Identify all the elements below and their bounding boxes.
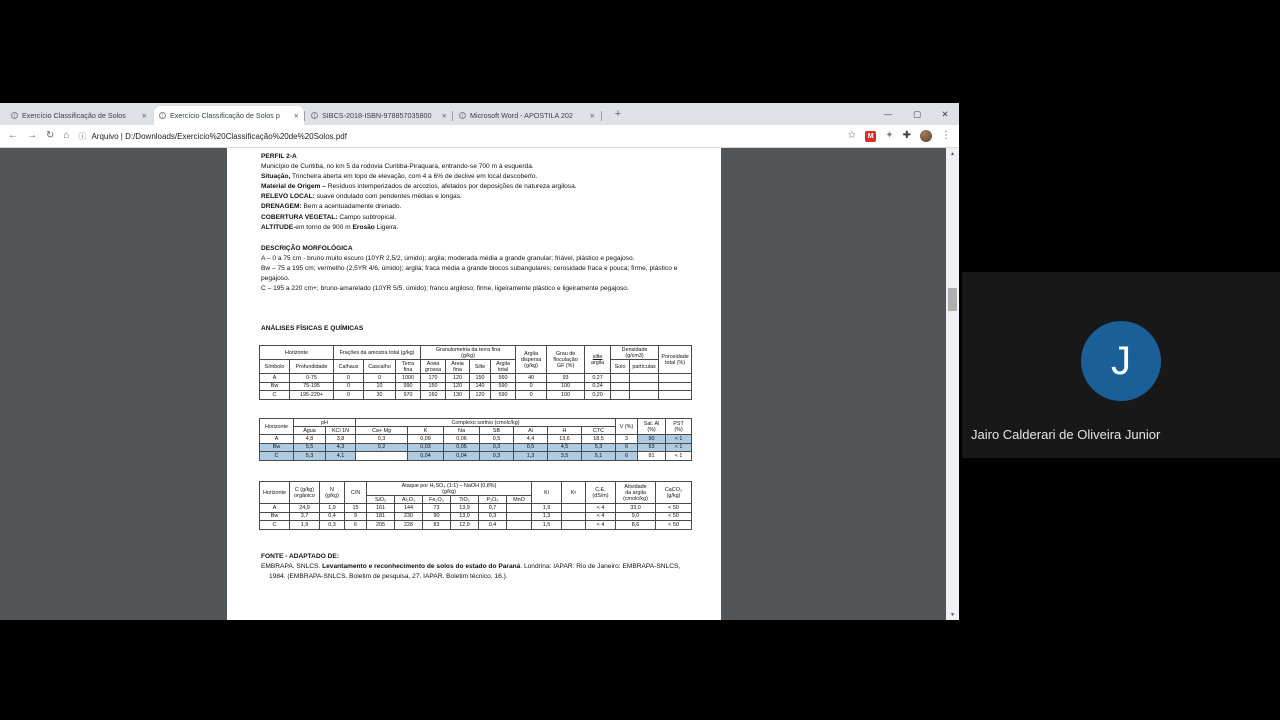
globe-icon bbox=[11, 112, 18, 119]
table-cell: 4,1 bbox=[326, 452, 356, 461]
table-cell bbox=[562, 521, 586, 530]
table-header-cell: Cascalho bbox=[364, 360, 396, 374]
table-cell bbox=[507, 512, 532, 521]
table-cell: 8,6 bbox=[616, 521, 656, 530]
table-cell: 0,24 bbox=[585, 382, 611, 391]
table-header-cell: TiO₂ bbox=[451, 496, 479, 504]
table-cell: 81 bbox=[638, 452, 666, 461]
table-row bbox=[260, 443, 692, 452]
reload-icon[interactable]: ↻ bbox=[46, 130, 55, 141]
perfil-line: Situação, Trincheira aberta em topo de elevação, com 4 a 6% de declive em local descoberto. bbox=[261, 173, 538, 181]
table-row bbox=[260, 382, 692, 391]
table-header-cell: Frações da amostra total (g/kg) bbox=[334, 346, 421, 360]
table-cell: 195-220+ bbox=[290, 391, 334, 400]
table-header-cell: N (g/kg) bbox=[320, 482, 345, 504]
perfil-line: Material de Origem – Resíduos intemperizados de arcozios, afetados por deposições de natureza argilosa. bbox=[261, 183, 577, 191]
address-bar[interactable] bbox=[78, 131, 838, 142]
tab-strip bbox=[0, 103, 959, 125]
table-cell: 0,20 bbox=[585, 391, 611, 400]
table-header-cell: K bbox=[408, 427, 444, 435]
table-cell: 13,6 bbox=[548, 435, 582, 444]
table-cell bbox=[562, 504, 586, 513]
table-cell: 1,3 bbox=[514, 452, 548, 461]
table-cell: 1000 bbox=[396, 374, 421, 383]
table-cell: 590 bbox=[491, 382, 516, 391]
table-header-cell: CaCO₃ (g/kg) bbox=[656, 482, 692, 504]
table-cell bbox=[507, 521, 532, 530]
table-cell: 1,5 bbox=[532, 521, 562, 530]
table-cell bbox=[507, 504, 532, 513]
scrollbar-thumb[interactable] bbox=[948, 288, 957, 311]
table-cell: Bw bbox=[260, 512, 290, 521]
table-header-cell: Al₂O₃ bbox=[395, 496, 423, 504]
table-cell: 0,7 bbox=[479, 504, 507, 513]
scroll-down-icon[interactable]: ▼ bbox=[950, 611, 955, 618]
table-cell: 100 bbox=[547, 382, 585, 391]
table-cell: 205 bbox=[367, 521, 395, 530]
table-cell: 228 bbox=[395, 521, 423, 530]
table-cell: 0 bbox=[516, 391, 547, 400]
forward-icon[interactable]: → bbox=[27, 130, 37, 141]
back-icon[interactable]: ← bbox=[8, 130, 18, 141]
table-header-cell: Densidade (g/cm3) bbox=[611, 346, 659, 360]
table-cell bbox=[611, 382, 630, 391]
morfologia-line: C – 195 a 220 cm+; bruno-amarelado (10YR 5/5, úmido); franco argiloso; firme, ligeiramente plástico e ligeiramente pegajoso. bbox=[261, 285, 629, 293]
table-header-cell: Água bbox=[294, 427, 326, 435]
table-cell: < 1 bbox=[666, 443, 692, 452]
table-cell: 160 bbox=[421, 391, 446, 400]
table-header-cell: KCl 1N bbox=[326, 427, 356, 435]
table-cell: 970 bbox=[396, 391, 421, 400]
table-row bbox=[260, 374, 692, 383]
morfologia-heading: DESCRIÇÃO MORFOLÓGICA bbox=[261, 245, 353, 252]
table-cell: 0,3 bbox=[320, 521, 345, 530]
pdf-viewer bbox=[0, 148, 946, 620]
table-cell bbox=[611, 374, 630, 383]
table-cell: 5,5 bbox=[294, 443, 326, 452]
globe-icon bbox=[311, 112, 318, 119]
table-header-cell: Argila total bbox=[491, 360, 516, 374]
tab-sibcs[interactable] bbox=[306, 106, 452, 125]
table-cell: 75-195 bbox=[290, 382, 334, 391]
table-cell: 5,3 bbox=[582, 443, 616, 452]
table-header-cell: Silte bbox=[470, 360, 491, 374]
extension-icon-red[interactable]: M bbox=[865, 131, 876, 142]
table-cell: 10 bbox=[364, 382, 396, 391]
table-cell: 90 bbox=[423, 512, 451, 521]
perfil-heading: PERFIL 2-A bbox=[261, 153, 297, 160]
table-cell: 560 bbox=[491, 374, 516, 383]
info-icon[interactable]: ⓘ bbox=[78, 131, 87, 141]
table-cell bbox=[659, 374, 692, 383]
table-cell bbox=[659, 382, 692, 391]
table-cell: 100 bbox=[547, 391, 585, 400]
tab-separator bbox=[304, 111, 305, 121]
table-cell: 9,0 bbox=[616, 512, 656, 521]
table-cell: 0,3 bbox=[480, 452, 514, 461]
table-header-cell: Areia fina bbox=[446, 360, 470, 374]
scroll-up-icon[interactable]: ▲ bbox=[950, 150, 955, 157]
table-header-cell: Grau de floculação GF (%) bbox=[547, 346, 585, 374]
table-cell: 0,27 bbox=[585, 374, 611, 383]
morfologia-line: Bw – 75 a 195 cm; vermelho (2,5YR 4/6, úmido); argila; fraca média a grande blocos subangulares; cerosidade fraca e pouca; firme, plástico e pegajoso. bbox=[261, 265, 678, 283]
table-cell: C bbox=[260, 391, 290, 400]
extension-icon-dark[interactable]: ✚ bbox=[902, 130, 911, 141]
table-cell: 0 bbox=[334, 391, 364, 400]
table-cell bbox=[630, 391, 659, 400]
tab-separator bbox=[452, 111, 453, 121]
table-cell: 150 bbox=[470, 374, 491, 383]
analises-heading: ANÁLISES FÍSICAS E QUÍMICAS bbox=[261, 325, 364, 332]
table-cell: 13,9 bbox=[451, 504, 479, 513]
table-header-cell: Calhaus bbox=[334, 360, 364, 374]
table-header-cell: pH bbox=[294, 419, 356, 427]
table-cell: 90 bbox=[638, 435, 666, 444]
table-header-cell: Sat. Al (%) bbox=[638, 419, 666, 435]
table-cell: 0,2 bbox=[356, 443, 408, 452]
close-button[interactable]: ✕ bbox=[941, 108, 949, 119]
table-cell: 181 bbox=[367, 512, 395, 521]
table-cell: 0,5 bbox=[514, 443, 548, 452]
tab-title: Exercício Classificação de Solos p bbox=[170, 111, 280, 120]
table-header-cell: Complexo sortivo (cmolc/kg) bbox=[356, 419, 616, 427]
new-tab-button[interactable]: + bbox=[614, 108, 622, 120]
table-header-cell: V (%) bbox=[616, 419, 638, 435]
table-cell: 0,4 bbox=[479, 521, 507, 530]
tab-separator bbox=[601, 111, 602, 121]
table-cell: 5,1 bbox=[582, 452, 616, 461]
table-header-cell: Kr bbox=[562, 482, 586, 504]
table-cell: A bbox=[260, 374, 290, 383]
table-header-cell: C/N bbox=[345, 482, 367, 504]
table-cell: 0 bbox=[516, 382, 547, 391]
table-cell: 0,06 bbox=[444, 435, 480, 444]
table-analise-quimica bbox=[259, 418, 691, 461]
table-cell: 0 bbox=[334, 374, 364, 383]
table-cell bbox=[611, 391, 630, 400]
pdf-page bbox=[227, 148, 721, 620]
table-header-cell: Ataque por H₂SO₄ (1:1) – NaOH (0,8%) (g/kg) bbox=[367, 482, 532, 496]
table-header-cell: CTC bbox=[582, 427, 616, 435]
table-cell: 3 bbox=[616, 435, 638, 444]
browser-window bbox=[0, 103, 959, 620]
table-row bbox=[260, 512, 692, 521]
table-cell bbox=[630, 382, 659, 391]
participant-name: Jairo Calderari de Oliveira Junior bbox=[971, 427, 1161, 442]
fonte-reference: EMBRAPA. SNLCS. Levantamento e reconhecimento de solos do estado do Paraná. Londrina: IAPAR: Rio de Janeiro: EMBRAPA-SNLCS, 1984. (EMBRAPA-SNLCS. Boletim de pesquisa, 27. IAPAR. Boletim técnico, 16.). bbox=[261, 563, 681, 581]
home-icon[interactable]: ⌂ bbox=[63, 130, 70, 141]
table-header-cell: silte argila bbox=[585, 346, 611, 374]
table-cell: 0,3 bbox=[356, 435, 408, 444]
table-cell: 83 bbox=[423, 521, 451, 530]
table-header-cell: Fe₂O₃ bbox=[423, 496, 451, 504]
table-cell: 0,3 bbox=[479, 512, 507, 521]
table-cell: 4,4 bbox=[514, 435, 548, 444]
table-cell bbox=[659, 391, 692, 400]
table-cell: 30 bbox=[364, 391, 396, 400]
tab-close-icon[interactable]: ✕ bbox=[141, 112, 147, 120]
table-header-cell: Terra fina bbox=[396, 360, 421, 374]
table-header-cell: C.E. (dS/m) bbox=[586, 482, 616, 504]
table-cell: 6 bbox=[616, 452, 638, 461]
table-header-cell: Ki bbox=[532, 482, 562, 504]
table-cell: 0,04 bbox=[444, 452, 480, 461]
tab-word-apostila[interactable] bbox=[454, 106, 600, 125]
table-cell: 161 bbox=[367, 504, 395, 513]
table-cell: < 4 bbox=[586, 504, 616, 513]
table-cell: 63 bbox=[638, 443, 666, 452]
perfil-line: DRENAGEM: Bem a acentuadamente drenado. bbox=[261, 203, 402, 211]
table-analise-fisica bbox=[259, 345, 691, 400]
table-cell: 0,09 bbox=[408, 435, 444, 444]
table-cell: 0-75 bbox=[290, 374, 334, 383]
tab-exercicio-1[interactable] bbox=[6, 106, 152, 125]
table-cell: < 50 bbox=[656, 512, 692, 521]
table-header-cell: C (g/kg) orgânico bbox=[290, 482, 320, 504]
table-cell: 0,5 bbox=[480, 435, 514, 444]
table-cell: 40 bbox=[516, 374, 547, 383]
globe-icon bbox=[459, 112, 466, 119]
table-cell: 0,05 bbox=[444, 443, 480, 452]
minimize-button[interactable]: — bbox=[883, 109, 893, 119]
table-header-cell: Granulometria da terra fina (g/kg) bbox=[421, 346, 516, 360]
tab-close-icon[interactable]: ✕ bbox=[293, 112, 299, 120]
table-header-cell: Na bbox=[444, 427, 480, 435]
table-header-cell: Horizonte bbox=[260, 482, 290, 504]
table-row bbox=[260, 391, 692, 400]
table-row bbox=[260, 435, 692, 444]
table-cell: 120 bbox=[446, 374, 470, 383]
table-cell: 130 bbox=[446, 391, 470, 400]
table-cell bbox=[356, 452, 408, 461]
table-cell: 0,4 bbox=[320, 512, 345, 521]
table-cell: 0,3 bbox=[480, 443, 514, 452]
table-header-cell: H bbox=[548, 427, 582, 435]
tab-title: Exercício Classificação de Solos bbox=[22, 111, 126, 120]
table-cell: C bbox=[260, 452, 294, 461]
url-text: Arquivo | D:/Downloads/Exercicio%20Classificação%20de%20Solos.pdf bbox=[91, 131, 347, 141]
table-header-cell: Atividade da argila (cmolc/kg) bbox=[616, 482, 656, 504]
table-cell: 0,04 bbox=[408, 452, 444, 461]
table-cell: 4,5 bbox=[548, 443, 582, 452]
table-cell: C bbox=[260, 521, 290, 530]
table-cell: 33,0 bbox=[616, 504, 656, 513]
table-cell: 5,3 bbox=[294, 452, 326, 461]
table-cell: 1,9 bbox=[290, 521, 320, 530]
perfil-line: COBERTURA VEGETAL: Campo subtropical. bbox=[261, 213, 397, 221]
table-cell: 3,5 bbox=[548, 452, 582, 461]
table-cell: 24,9 bbox=[290, 504, 320, 513]
table-cell: 140 bbox=[470, 382, 491, 391]
table-cell: 230 bbox=[395, 512, 423, 521]
morfologia-section bbox=[261, 244, 695, 294]
table-header-cell: SB bbox=[480, 427, 514, 435]
table-row bbox=[260, 504, 692, 513]
table-cell: < 50 bbox=[656, 504, 692, 513]
perfil-line: ALTITUDE-em torno de 900 m Erosão Ligeira. bbox=[261, 223, 399, 231]
tab-title: SIBCS-2018-ISBN-978857035800 bbox=[322, 111, 432, 120]
perfil-line: Município de Curitiba, no km 5 da rodovia Curitiba-Piraquara, entrando-se 700 m à esquerda. bbox=[261, 163, 534, 171]
table-cell: 15 bbox=[345, 504, 367, 513]
table-cell: Bw bbox=[260, 382, 290, 391]
table-header-cell: SiO₂ bbox=[367, 496, 395, 504]
table-cell: Bw bbox=[260, 443, 294, 452]
participant-avatar: J bbox=[1081, 321, 1161, 401]
table-cell: 4,8 bbox=[294, 435, 326, 444]
table-header-cell: Ca+ Mg bbox=[356, 427, 408, 435]
table-header-cell: partículas bbox=[630, 360, 659, 374]
table-cell: 18,5 bbox=[582, 435, 616, 444]
table-header-cell: Al bbox=[514, 427, 548, 435]
tab-close-icon[interactable]: ✕ bbox=[441, 112, 447, 120]
data-table bbox=[259, 345, 692, 400]
table-header-cell: Horizonte bbox=[260, 419, 294, 435]
table-cell: 0 bbox=[364, 374, 396, 383]
table-cell: 590 bbox=[491, 391, 516, 400]
tab-close-icon[interactable]: ✕ bbox=[589, 112, 595, 120]
table-cell bbox=[562, 512, 586, 521]
table-cell: 6 bbox=[616, 443, 638, 452]
table-cell: 0 bbox=[334, 382, 364, 391]
table-cell: 144 bbox=[395, 504, 423, 513]
table-cell: 1,9 bbox=[532, 504, 562, 513]
table-cell: 73 bbox=[423, 504, 451, 513]
table-header-cell: Argila dispersa (g/kg) bbox=[516, 346, 547, 374]
table-cell: < 50 bbox=[656, 521, 692, 530]
table-cell: 93 bbox=[547, 374, 585, 383]
maximize-button[interactable]: ▢ bbox=[912, 108, 922, 119]
tab-title: Microsoft Word - APOSTILA 202 bbox=[470, 111, 573, 120]
table-cell: 3,8 bbox=[326, 435, 356, 444]
table-cell: < 1 bbox=[666, 452, 692, 461]
table-cell: A bbox=[260, 435, 294, 444]
table-cell: 9 bbox=[345, 512, 367, 521]
table-cell: 1,3 bbox=[532, 512, 562, 521]
table-cell: < 4 bbox=[586, 512, 616, 521]
table-row bbox=[260, 452, 692, 461]
table-cell: < 1 bbox=[666, 435, 692, 444]
table-cell bbox=[630, 374, 659, 383]
table-cell: < 4 bbox=[586, 521, 616, 530]
table-cell: 4,3 bbox=[326, 443, 356, 452]
table-cell: 150 bbox=[421, 382, 446, 391]
table-cell: 6 bbox=[345, 521, 367, 530]
table-header-cell: Profundidade bbox=[290, 360, 334, 374]
perfil-section bbox=[261, 152, 695, 233]
table-header-cell: MnO bbox=[507, 496, 532, 504]
tab-exercicio-2-active[interactable] bbox=[154, 106, 304, 125]
table-cell: 12,9 bbox=[451, 521, 479, 530]
data-table bbox=[259, 418, 692, 461]
table-header-cell: Horizonte bbox=[260, 346, 334, 360]
table-header-cell: PST (%) bbox=[666, 419, 692, 435]
pdf-scrollbar[interactable] bbox=[946, 148, 959, 620]
data-table bbox=[259, 481, 692, 530]
table-header-cell: Porosidade total (%) bbox=[659, 346, 692, 374]
table-cell: 990 bbox=[396, 382, 421, 391]
bookmark-star-icon[interactable]: ☆ bbox=[847, 130, 857, 141]
fonte-section bbox=[261, 552, 695, 582]
menu-kebab-icon[interactable]: ⋮ bbox=[941, 130, 951, 141]
profile-avatar[interactable] bbox=[920, 130, 932, 142]
morfologia-line: A – 0 a 75 cm - bruno muito escuro (10YR 2,5/2, úmido); argila; moderada média a grande granular; friável, plástico e pegajoso. bbox=[261, 255, 635, 263]
participant-tile bbox=[962, 272, 1280, 458]
table-cell: A bbox=[260, 504, 290, 513]
table-cell: 1,9 bbox=[320, 504, 345, 513]
table-header-cell: Símbolo bbox=[260, 360, 290, 374]
navigation-bar bbox=[0, 125, 959, 148]
table-header-cell: Solo bbox=[611, 360, 630, 374]
table-header-cell: Areia grossa bbox=[421, 360, 446, 374]
table-cell: 170 bbox=[421, 374, 446, 383]
table-cell: 0,03 bbox=[408, 443, 444, 452]
table-ataque-sulfurico bbox=[259, 481, 691, 530]
table-cell: 13,0 bbox=[451, 512, 479, 521]
table-cell: 120 bbox=[446, 382, 470, 391]
table-cell: 120 bbox=[470, 391, 491, 400]
fonte-heading: FONTE - ADAPTADO DE: bbox=[261, 553, 340, 560]
table-row bbox=[260, 521, 692, 530]
perfil-line: RELEVO LOCAL: suave ondulado com pendentes médias e longas. bbox=[261, 193, 462, 201]
table-header-cell: P₂O₅ bbox=[479, 496, 507, 504]
extension-icon-gray[interactable]: ✦ bbox=[885, 130, 894, 141]
table-cell: 3,7 bbox=[290, 512, 320, 521]
globe-icon bbox=[159, 112, 166, 119]
